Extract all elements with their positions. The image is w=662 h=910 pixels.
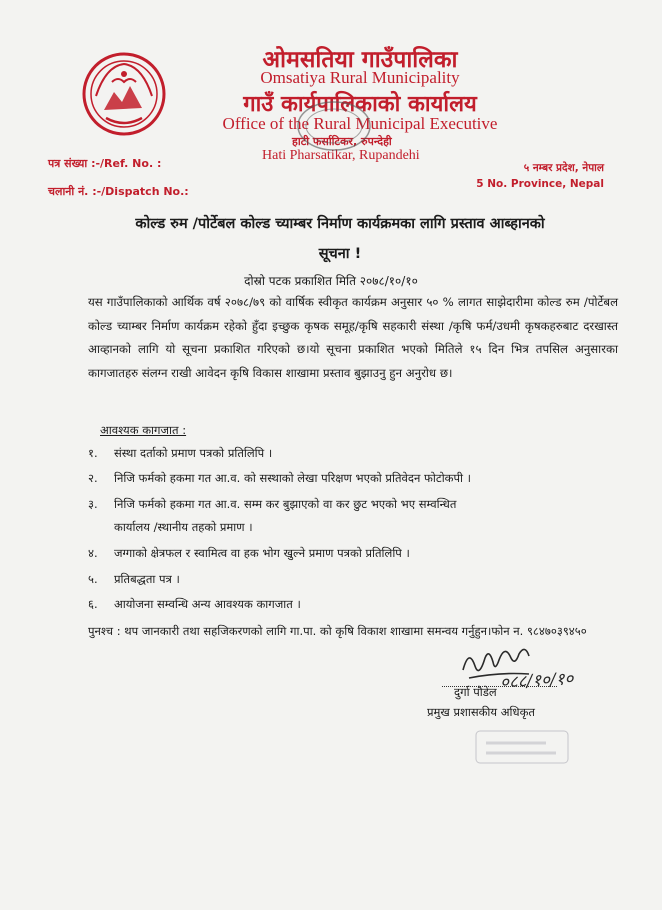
- list-item: ४. जग्गाको क्षेत्रफल र स्वामित्व वा हक भोग खुल्ने प्रमाण पत्रको प्रतिलिपि ।: [88, 546, 410, 560]
- list-item: १. संस्था दर्ताको प्रमाण पत्रको प्रतिलिपि ।: [88, 446, 273, 460]
- address-np: हाटी फर्साटिकर, रुपन्देही: [292, 135, 392, 148]
- requirements-title: आवश्यक कागजात :: [100, 423, 187, 437]
- ref-no-label: पत्र संख्या :-/Ref. No. :: [48, 157, 162, 170]
- office-name-np: गाउँ कार्यपालिकाको कार्यालय: [243, 92, 477, 117]
- published-date: दोस्रो पटक प्रकाशित मिति २०७८/१०/१०: [244, 274, 418, 288]
- notice-body: यस गाउँपालिकाको आर्थिक वर्ष २०७८/७९ को वार्षिक स्वीकृत कार्यक्रम अनुसार ५० % लागत साझेदारीमा कोल्ड रुम /पोर्टेबल कोल्ड च्याम्बर निर्माण कार्यक्रम रहेको हुँदा इच्छुक कृषक समूह/कृषि सहकारी संस्था /कृषि फर्म/उधमी कृषकहरुबाट दरखास्त आव्हानको लागि यो सूचना प्रकाशित गरिएको छ।यो सूचना प्रकाशित भएको मितिले १५ दिन भित्र तपसिल अनुसारका कागजातहरु संलग्न राखी आवेदन कृषि विकास शाखामा प्रस्ताव बुझाउनु हुन अनुरोध छ।: [88, 295, 618, 380]
- list-item: ६. आयोजना सम्वन्धि अन्य आवश्यक कागजात ।: [88, 597, 301, 611]
- notice-heading: कोल्ड रुम /पोर्टेबल कोल्ड च्याम्बर निर्माण कार्यक्रमका लागि प्रस्ताव आब्हानको: [135, 216, 545, 232]
- signatory-name: दुर्गा पौडेल: [454, 685, 497, 699]
- list-item-continuation: कार्यालय /स्थानीय तहको प्रमाण ।: [114, 520, 253, 534]
- list-item: २. निजि फर्मको हकमा गत आ.व. को सस्थाको लेखा परिक्षण भएको प्रतिवेदन फोटोकपी ।: [88, 471, 472, 485]
- list-item: ५. प्रतिबद्धता पत्र ।: [88, 572, 180, 586]
- province-en: 5 No. Province, Nepal: [476, 178, 604, 190]
- dispatch-no-label: चलानी नं. :-/Dispatch No.:: [48, 185, 189, 198]
- notice-heading-2: सूचना !: [318, 246, 362, 262]
- municipality-name-np: ओमसतिया गाउँपालिका: [262, 47, 458, 73]
- address-en: Hati Pharsatikar, Rupandehi: [262, 148, 420, 163]
- officer-stamp-icon: [472, 727, 572, 767]
- postscript-note: पुनश्च : थप जानकारी तथा सहजिकरणको लागि गा.पा. को कृषि विकाश शाखामा समन्वय गर्नुहुन।फोन न. ९८४७०३९४५०: [88, 624, 587, 638]
- signatory-designation: प्रमुख प्रशासकीय अधिकृत: [427, 705, 535, 719]
- office-name-en: Office of the Rural Municipal Executive: [222, 114, 498, 133]
- office-stamp-icon: [294, 98, 374, 154]
- list-item: ३. निजि फर्मको हकमा गत आ.व. सम्म कर बुझाएको वा कर छुट भएको भए सम्वन्धित: [88, 497, 457, 511]
- municipality-emblem-icon: [82, 52, 166, 136]
- handwritten-date: ०८८/१०/१०: [499, 669, 574, 693]
- province-np: ५ नम्बर प्रदेश, नेपाल: [523, 162, 604, 174]
- municipality-name-en: Omsatiya Rural Municipality: [260, 68, 460, 87]
